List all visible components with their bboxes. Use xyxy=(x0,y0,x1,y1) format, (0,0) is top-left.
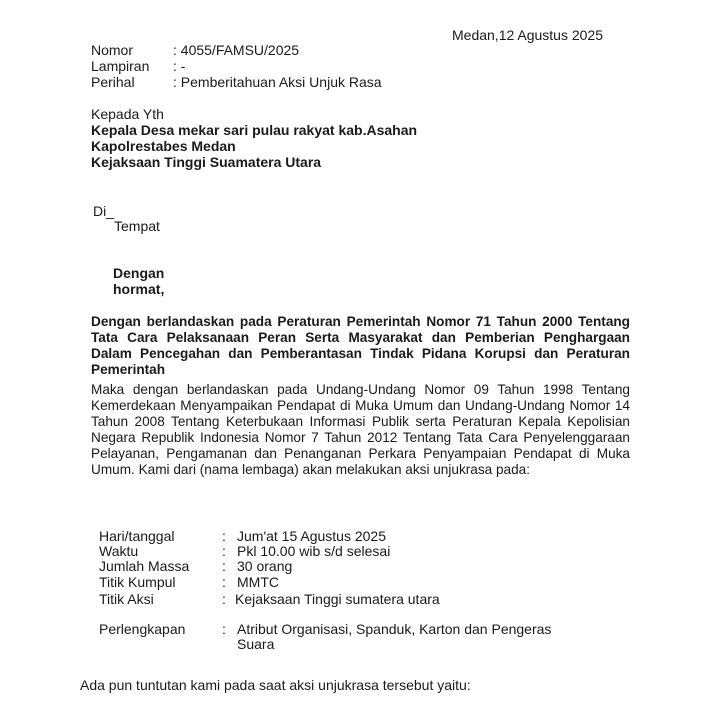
detail-separator: : xyxy=(222,591,226,607)
detail-label: Jumlah Massa xyxy=(99,558,190,574)
lampiran-label: Lampiran xyxy=(91,58,150,74)
place-date: Medan,12 Agustus 2025 xyxy=(452,27,604,43)
paragraph-1: Dengan berlandaskan pada Peraturan Pemerintah Nomor 71 Tahun 2000 Tentang Tata Cara Pelaksanaan Peran Serta Masyarakat dan Pemberian Penghargaan Dalam Pencegahan dan Pemberantasan Tindak Pidana Korupsi dan Peraturan Pemerintah xyxy=(91,314,630,377)
detail-separator: : xyxy=(222,558,226,574)
detail-value: Pkl 10.00 wib s/d selesai xyxy=(237,543,391,559)
detail-value: Kejaksaan Tinggi sumatera utara xyxy=(235,591,440,607)
detail-label: Hari/tanggal xyxy=(99,528,175,544)
recipient-intro: Kepada Yth xyxy=(91,106,164,122)
lampiran-value: : - xyxy=(173,58,186,74)
paragraph-2: Maka dengan berlandaskan pada Undang-Undang Nomor 09 Tahun 1998 Tentang Kemerdekaan Menyampaikan Pendapat di Muka Umum dan Undang-Undang Nomor 14 Tahun 2008 Tentang Keterbukaan Informasi Publik serta Peraturan Kepala Kepolisian Negara Republik Indonesia Nomor 7 Tahun 2012 Tentang Tata Cara Penyelenggaraan Pelayanan, Pengamanan dan Penanganan Perkara Penyampaian Pendapat di Muka Umum. Kami dari (nama lembaga) akan melakukan aksi unjukrasa pada: xyxy=(91,382,630,477)
detail-separator: : xyxy=(222,528,226,544)
nomor-value: : 4055/FAMSU/2025 xyxy=(173,42,300,58)
detail-label: Titik Kumpul xyxy=(99,574,176,590)
perlengkapan-value-line-2: Suara xyxy=(237,636,275,652)
detail-value: MMTC xyxy=(237,574,279,590)
perlengkapan-value-line-1: Atribut Organisasi, Spanduk, Karton dan Pengeras xyxy=(237,621,552,637)
detail-separator: : xyxy=(222,574,226,590)
closing-line: Ada pun tuntutan kami pada saat aksi unjukrasa tersebut yaitu: xyxy=(80,677,471,693)
recipient-line-1: Kepala Desa mekar sari pulau rakyat kab.Asahan xyxy=(91,122,418,138)
di-label: Di_ xyxy=(93,203,115,219)
salutation-line-2: hormat, xyxy=(113,281,165,297)
recipient-line-3: Kejaksaan Tinggi Suamatera Utara xyxy=(91,154,322,170)
detail-value: Jum'at 15 Agustus 2025 xyxy=(237,528,386,544)
detail-label: Waktu xyxy=(99,543,139,559)
perihal-label: Perihal xyxy=(91,74,135,90)
salutation-line-1: Dengan xyxy=(113,265,165,281)
detail-value: 30 orang xyxy=(237,558,293,574)
perlengkapan-label: Perlengkapan xyxy=(99,621,186,637)
tempat-label: Tempat xyxy=(114,218,160,234)
detail-separator: : xyxy=(222,543,226,559)
perihal-value: : Pemberitahuan Aksi Unjuk Rasa xyxy=(173,74,382,90)
nomor-label: Nomor xyxy=(91,42,134,58)
perlengkapan-separator: : xyxy=(222,621,226,637)
detail-label: Titik Aksi xyxy=(99,591,154,607)
recipient-line-2: Kapolrestabes Medan xyxy=(91,138,236,154)
